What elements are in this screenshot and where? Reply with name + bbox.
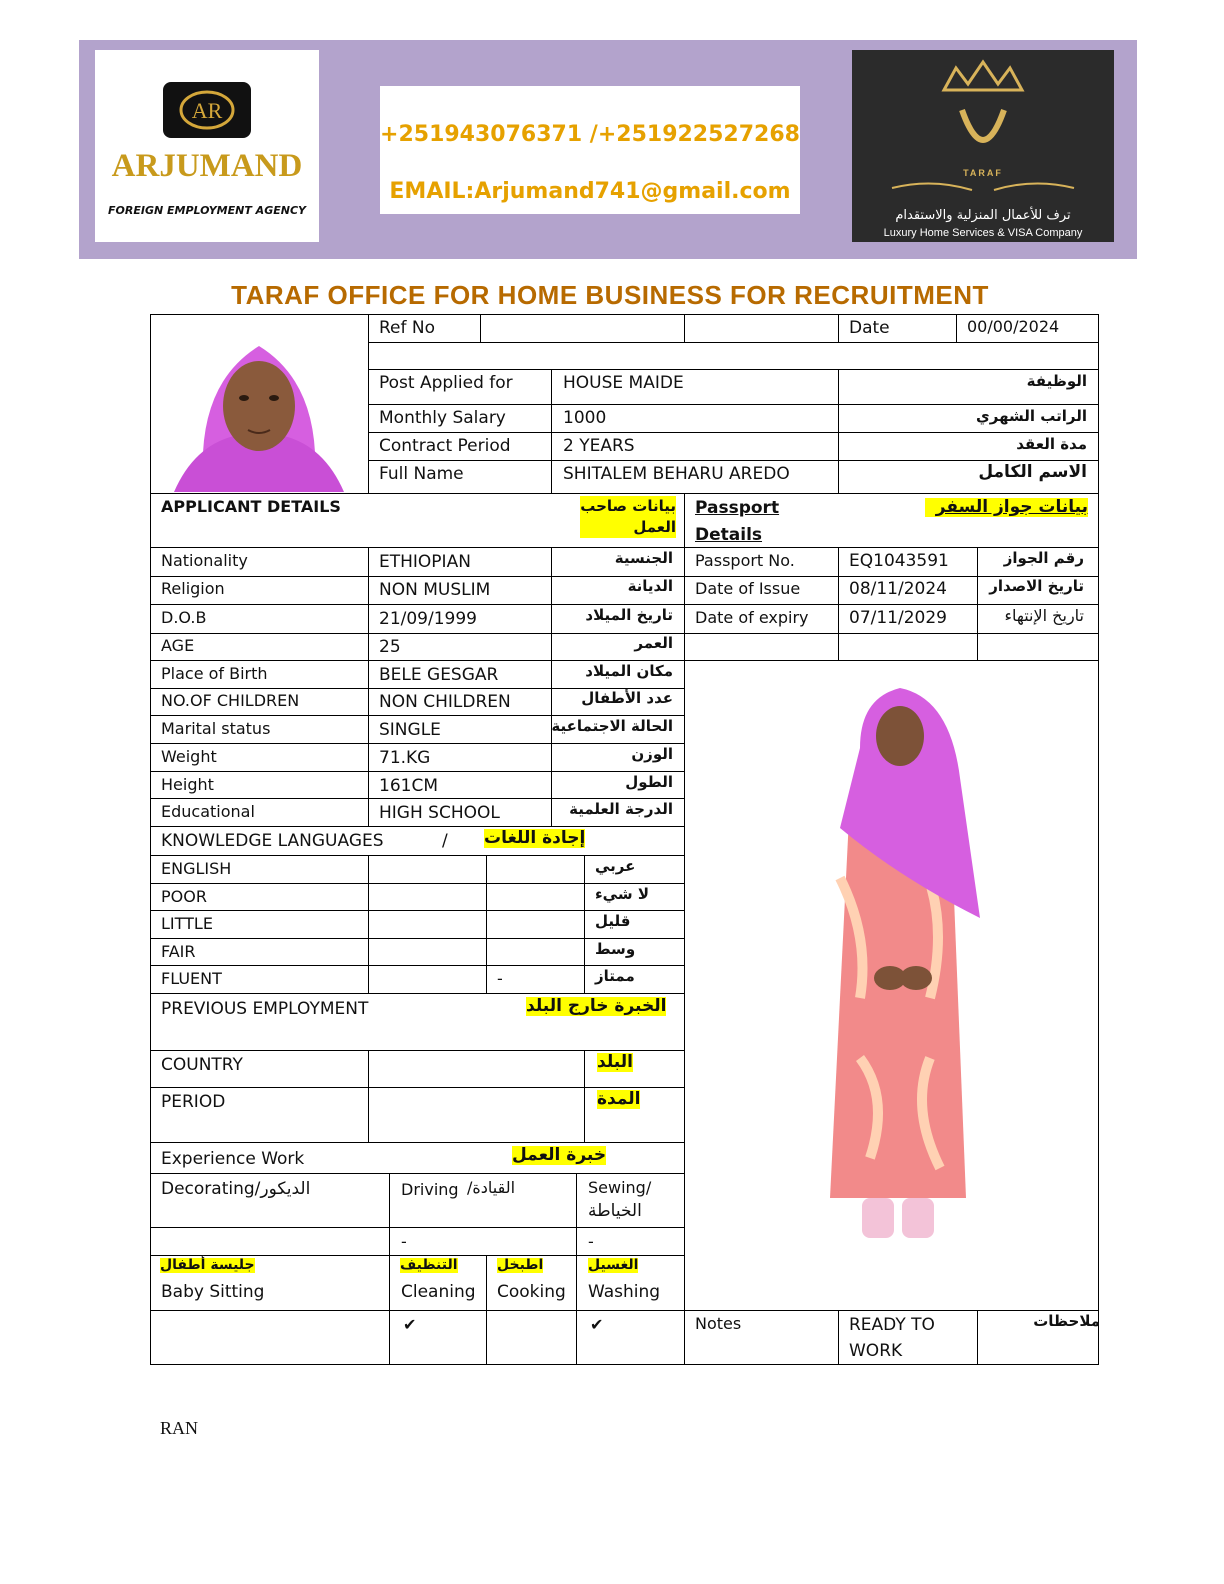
contact-box [380,86,800,214]
applicant-field-label: NO.OF CHILDREN [161,691,300,710]
washing-check-icon: ✔ [590,1315,604,1334]
sewing-label-ar: الخياطة [588,1201,642,1221]
experience-heading: Experience Work [161,1149,305,1169]
salary-label: Monthly Salary [379,408,506,428]
agency-subtitle: FOREIGN EMPLOYMENT AGENCY [108,204,306,217]
fullname-label-ar: الاسم الكامل [978,462,1087,482]
arjumand-logo [95,50,319,242]
applicant-field-label: Nationality [161,551,248,570]
taraf-logo [852,50,1114,242]
country-label: COUNTRY [161,1055,243,1075]
date-value: 00/00/2024 [967,317,1060,336]
language-level-label-ar: لا شيء [595,885,649,903]
applicant-field-label-ar: الديانة [627,577,673,595]
language-level-label-ar: وسط [595,940,636,958]
language-level-mark: - [497,969,503,988]
post-label-ar: الوظيفة [1026,372,1087,390]
salary-label-ar: الراتب الشهري [976,407,1087,425]
applicant-field-label-ar: الجنسية [614,549,673,567]
language-level-label-ar: عربي [595,857,636,875]
applicant-field-label: Height [161,775,214,794]
languages-heading-ar: إجادة اللغات [484,828,586,848]
expiry-date-label-ar: تاريخ الإنتهاء [1004,606,1084,625]
applicant-field-value: NON CHILDREN [379,692,511,712]
date-label: Date [849,318,890,338]
ref-label: Ref No [379,318,436,338]
experience-heading-ar: خبرة العمل [512,1145,607,1165]
agency-name: ARJUMAND [111,148,303,184]
issue-date-label: Date of Issue [695,579,801,598]
applicant-field-label: Place of Birth [161,664,268,683]
applicant-full-body-photo [800,678,996,1262]
passport-heading: Passport [695,498,780,518]
applicant-field-value: NON MUSLIM [379,580,491,600]
sewing-label: Sewing/ [588,1178,652,1197]
cleaning-label: Cleaning [401,1282,476,1302]
applicant-field-label-ar: العمر [634,634,673,652]
languages-slash: / [442,831,448,851]
taraf-name: TARAF [963,168,1003,178]
languages-heading: KNOWLEDGE LANGUAGES [161,831,384,851]
applicant-field-label: Religion [161,579,225,598]
footer-text: RAN [160,1418,199,1438]
passport-no-label-ar: رقم الجواز [1003,549,1084,567]
language-level-label-ar: قليل [595,912,631,930]
passport-heading-line2: Details [695,525,763,545]
decorating-label: Decorating/الديكور [161,1179,311,1199]
applicant-field-label-ar: عدد الأطفال [581,689,673,707]
baby-sitting-label: Baby Sitting [161,1282,265,1302]
cooking-label: Cooking [497,1282,566,1302]
language-level-label: LITTLE [161,914,213,933]
salary-value: 1000 [563,408,607,428]
issue-date-label-ar: تاريخ الاصدار [989,577,1084,595]
applicant-field-label-ar: تاريخ الميلاد [585,606,673,624]
language-level-label: FAIR [161,942,196,961]
applicant-field-value: 25 [379,637,401,657]
baby-sitting-label-ar: جليسة أطفال [160,1257,255,1273]
applicant-field-label: Weight [161,747,217,766]
applicant-details-heading-ar: بيانات صاحب العمل [580,497,676,536]
notes-label: Notes [695,1314,742,1333]
email-address: EMAIL:Arjumand741@gmail.com [389,179,791,204]
country-label-ar: البلد [597,1052,633,1072]
washing-label-ar: الغسيل [588,1257,639,1273]
applicant-field-value: 161CM [379,776,438,796]
applicant-field-value: ETHIOPIAN [379,552,471,572]
period-label: PERIOD [161,1092,226,1112]
previous-employment-heading: PREVIOUS EMPLOYMENT [161,999,369,1019]
cleaning-label-ar: التنظيف [400,1257,458,1273]
applicant-field-label-ar: مكان الميلاد [585,662,673,680]
issue-date-value: 08/11/2024 [849,579,947,599]
driving-label: Driving [401,1180,459,1199]
applicant-field-value: SINGLE [379,720,441,740]
sewing-mark: - [588,1232,594,1251]
applicant-field-label: AGE [161,636,195,655]
passport-no-label: Passport No. [695,551,795,570]
language-level-label-ar: ممتاز [595,967,635,985]
applicant-field-value: 21/09/1999 [379,609,477,629]
driving-mark: - [401,1232,407,1251]
fullname-value: SHITALEM BEHARU AREDO [563,464,790,484]
phone-numbers: +251943076371 /+251922527268 [380,122,800,147]
driving-label-ar: /القيادة [467,1178,516,1197]
language-level-label: ENGLISH [161,859,232,878]
notes-value-line1: READY TO [849,1315,935,1335]
taraf-english-tagline: Luxury Home Services & VISA Company [883,227,1083,239]
applicant-field-value: 71.KG [379,748,431,768]
ar-monogram-icon [163,82,251,138]
cleaning-check-icon: ✔ [403,1315,417,1334]
passport-heading-ar: بيانات جواز السفر [925,498,1088,517]
cooking-label-ar: اطبخل [497,1257,544,1273]
contract-label: Contract Period [379,436,511,456]
language-level-label: FLUENT [161,969,222,988]
applicant-field-label: Educational [161,802,255,821]
language-level-label: POOR [161,887,207,906]
applicant-field-label: Marital status [161,719,271,738]
notes-value-line2: WORK [849,1341,903,1361]
applicant-field-label: D.O.B [161,608,207,627]
contract-label-ar: مدة العقد [1016,435,1087,453]
period-label-ar: المدة [597,1089,641,1109]
expiry-date-value: 07/11/2029 [849,608,947,628]
contract-value: 2 YEARS [563,436,635,456]
expiry-date-label: Date of expiry [695,608,809,627]
applicant-field-value: BELE GESGAR [379,665,499,685]
applicant-field-value: HIGH SCHOOL [379,803,500,823]
applicant-details-heading: APPLICANT DETAILS [161,497,341,516]
applicant-field-label-ar: الطول [625,773,673,791]
washing-label: Washing [588,1282,661,1302]
taraf-arabic-tagline: ترف للأعمال المنزلية والاستقدام [895,208,1071,223]
post-value: HOUSE MAIDE [563,373,684,393]
previous-employment-heading-ar: الخبرة خارج البلد [526,996,667,1016]
applicant-field-label-ar: الحالة الاجتماعية [551,717,673,735]
post-label: Post Applied for [379,373,513,393]
fullname-label: Full Name [379,464,464,484]
page-title: TARAF OFFICE FOR HOME BUSINESS FOR RECRUITMENT [231,280,989,310]
applicant-field-label-ar: الدرجة العلمية [569,800,673,818]
svg-text:AR: AR [191,98,223,123]
notes-label-ar: ملاحظات [1033,1312,1100,1330]
applicant-portrait-photo [164,326,354,492]
passport-no-value: EQ1043591 [849,551,949,571]
applicant-field-label-ar: الوزن [631,745,673,763]
